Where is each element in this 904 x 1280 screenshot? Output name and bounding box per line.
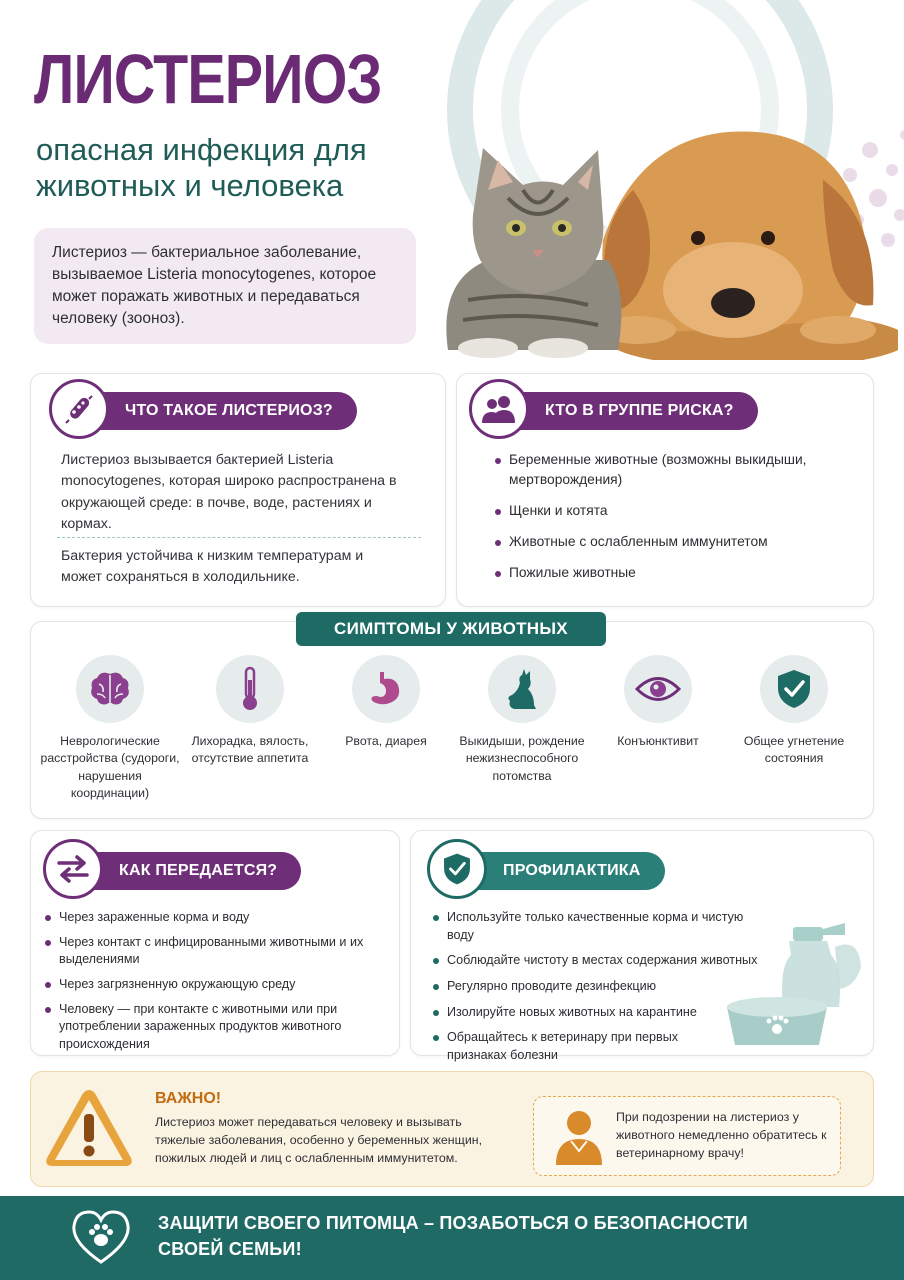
transfer-badge — [43, 839, 103, 899]
list-item: Используйте только качественные корма и чистую воду — [433, 909, 773, 944]
prevention-card — [410, 830, 874, 1062]
symptom-label: Неврологические расстройства (судороги, нарушения координации) — [40, 734, 180, 801]
symptom-label: Выкидыши, рождение нежизнеспособного потомства — [459, 734, 585, 783]
heart-paw-icon — [70, 1208, 132, 1266]
transmission-heading: КАК ПЕРЕДАЕТСЯ? — [83, 852, 301, 890]
symptom-item — [588, 655, 728, 750]
shield-check-icon — [442, 852, 472, 886]
list-item: Пожилые животные — [495, 563, 815, 583]
transmission-list — [45, 909, 385, 1060]
eye-icon — [624, 655, 692, 723]
list-item: Беременные животные (возможны выкидыши, мертворождения) — [495, 450, 815, 490]
cat-and-dog-image — [428, 120, 898, 360]
list-item: Через загрязненную окружающую среду — [45, 976, 385, 994]
advice-box — [533, 1096, 841, 1176]
person-icon — [552, 1107, 606, 1167]
cat-silhouette-icon — [488, 655, 556, 723]
list-item: Человеку — при контакте с животными или при употреблении зараженных продуктов животного происхождения — [45, 1001, 385, 1054]
page-title: ЛИСТЕРИОЗ — [34, 40, 382, 118]
footer-slogan: ЗАЩИТИ СВОЕГО ПИТОМЦА – ПОЗАБОТЬСЯ О БЕЗОПАСНОСТИ СВОЕЙ СЕМЬИ! — [158, 1213, 748, 1260]
what-is-card — [30, 373, 446, 607]
symptom-item — [452, 655, 592, 785]
stomach-icon — [352, 655, 420, 723]
bacteria-icon — [62, 392, 96, 426]
what-is-paragraph-1: Листериоз вызывается бактерией Listeria monocytogenes, которая широко распространена в окружающей среде: в почве, воде, растениях и кормах. — [61, 452, 397, 532]
warning-title: ВАЖНО! — [155, 1090, 222, 1107]
risk-group-list — [495, 450, 815, 594]
symptom-item — [724, 655, 864, 768]
list-item: Обращайтесь к ветеринару при первых признаках болезни — [433, 1029, 703, 1064]
symptom-item — [180, 655, 320, 768]
shield-check-icon — [760, 655, 828, 723]
shield-badge — [427, 839, 487, 899]
list-item: Животные с ослабленным иммунитетом — [495, 532, 815, 552]
symptoms-heading: СИМПТОМЫ У ЖИВОТНЫХ — [296, 612, 606, 646]
risk-group-heading: КТО В ГРУППЕ РИСКА? — [509, 392, 758, 430]
symptom-label: Рвота, диарея — [345, 734, 427, 748]
symptom-label: Общее угнетение состояния — [743, 734, 845, 766]
list-item: Соблюдайте чистоту в местах содержания животных — [433, 952, 773, 970]
intro-box: Листериоз — бактериальное заболевание, вызываемое Listeria monocytogenes, которое может поражать животных и передаваться человеку (зооноз). — [34, 228, 416, 344]
list-item: Изолируйте новых животных на карантине — [433, 1004, 773, 1022]
thermometer-icon — [216, 655, 284, 723]
people-icon — [481, 394, 517, 424]
symptom-item — [40, 655, 180, 803]
what-is-paragraph-2: Бактерия устойчива к низким температурам и может сохраняться в холодильнике. — [61, 548, 364, 586]
footer-banner — [0, 1196, 904, 1280]
symptom-label: Лихорадка, вялость, отсутствие аппетита — [191, 734, 309, 766]
warning-text: Листериоз может передаваться человеку и вызывать тяжелые заболевания, особенно у беременных женщин, пожилых людей и лиц с ослабленным иммунитетом. — [155, 1115, 483, 1165]
list-item: Щенки и котята — [495, 501, 815, 521]
transmission-card — [30, 830, 400, 1056]
brain-icon — [76, 655, 144, 723]
divider — [57, 537, 421, 538]
transfer-arrows-icon — [55, 854, 91, 884]
warning-panel — [30, 1071, 874, 1187]
bacteria-badge — [49, 379, 109, 439]
advice-text: При подозрении на листериоз у животного немедленно обратитесь к ветеринарному врачу! — [616, 1110, 827, 1160]
people-badge — [469, 379, 529, 439]
symptom-label: Конъюнктивит — [617, 734, 699, 748]
list-item: Через контакт с инфицированными животными и их выделениями — [45, 934, 385, 969]
pet-bowl-and-spray-icon — [719, 907, 869, 1053]
warning-triangle-icon — [43, 1086, 135, 1170]
prevention-heading: ПРОФИЛАКТИКА — [467, 852, 665, 890]
list-item: Через зараженные корма и воду — [45, 909, 385, 927]
risk-group-card — [456, 373, 874, 607]
page-subtitle: опасная инфекция для животных и человека — [36, 132, 367, 203]
what-is-heading: ЧТО ТАКОЕ ЛИСТЕРИОЗ? — [89, 392, 357, 430]
symptom-item — [316, 655, 456, 750]
list-item: Регулярно проводите дезинфекцию — [433, 978, 773, 996]
